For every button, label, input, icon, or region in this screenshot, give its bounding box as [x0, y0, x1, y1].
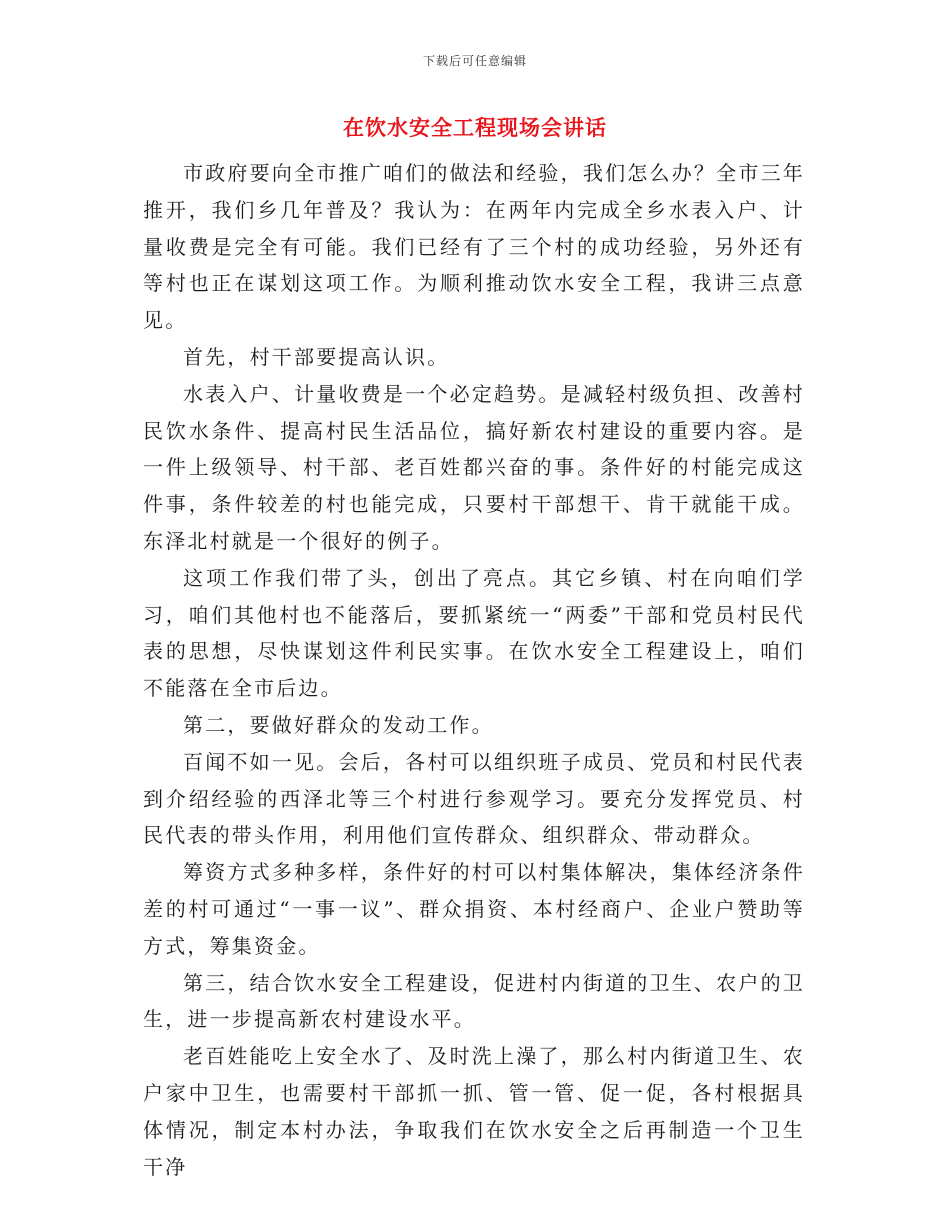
paragraph: 首先，村干部要提高认识。 — [183, 344, 450, 369]
document-title: 在饮水安全工程现场会讲话 — [343, 115, 607, 140]
paragraph: 第三，结合饮水安全工程建设，促进村内街道的卫生、农户的卫生，进一步提高新农村建设水平。 — [143, 970, 805, 1032]
paragraph: 老百姓能吃上安全水了、及时洗上澡了，那么村内街道卫生、农户家中卫生，也需要村干部抓一抓、管一管、促一促，各村根据具体情况，制定本村办法，争取我们在饮水安全之后再制造一个卫生干净 — [143, 1044, 805, 1179]
paragraph: 市政府要向全市推广咱们的做法和经验，我们怎么办？全市三年推开，我们乡几年普及？我认为：在两年内完成全乡水表入户、计量收费是完全有可能。我们已经有了三个村的成功经验，另外还有等村也正在谋划这项工作。为顺利推动饮水安全工程，我讲三点意见。 — [143, 161, 805, 333]
document-body — [143, 155, 805, 1185]
paragraph: 筹资方式多种多样，条件好的村可以村集体解决，集体经济条件差的村可通过“一事一议”、群众捐资、本村经商户、企业户赞助等方式，筹集资金。 — [143, 860, 805, 958]
paragraph: 第二，要做好群众的发动工作。 — [183, 712, 494, 737]
paragraph: 这项工作我们带了头，创出了亮点。其它乡镇、村在向咱们学习，咱们其他村也不能落后，要抓紧统一“两委”干部和党员村民代表的思想，尽快谋划这件利民实事。在饮水安全工程建设上，咱们不能落在全市后边。 — [143, 565, 805, 701]
paragraph: 水表入户、计量收费是一个必定趋势。是减轻村级负担、改善村民饮水条件、提高村民生活品位，搞好新农村建设的重要内容。是一件上级领导、村干部、老百姓都兴奋的事。条件好的村能完成这件事，条件较差的村也能完成，只要村干部想干、肯干就能干成。东泽北村就是一个很好的例子。 — [143, 381, 805, 553]
page-header-note: 下载后可任意编辑 — [422, 54, 527, 68]
paragraph: 百闻不如一见。会后，各村可以组织班子成员、党员和村民代表到介绍经验的西泽北等三个村进行参观学习。要充分发挥党员、村民代表的带头作用，利用他们宣传群众、组织群众、带动群众。 — [143, 749, 805, 848]
